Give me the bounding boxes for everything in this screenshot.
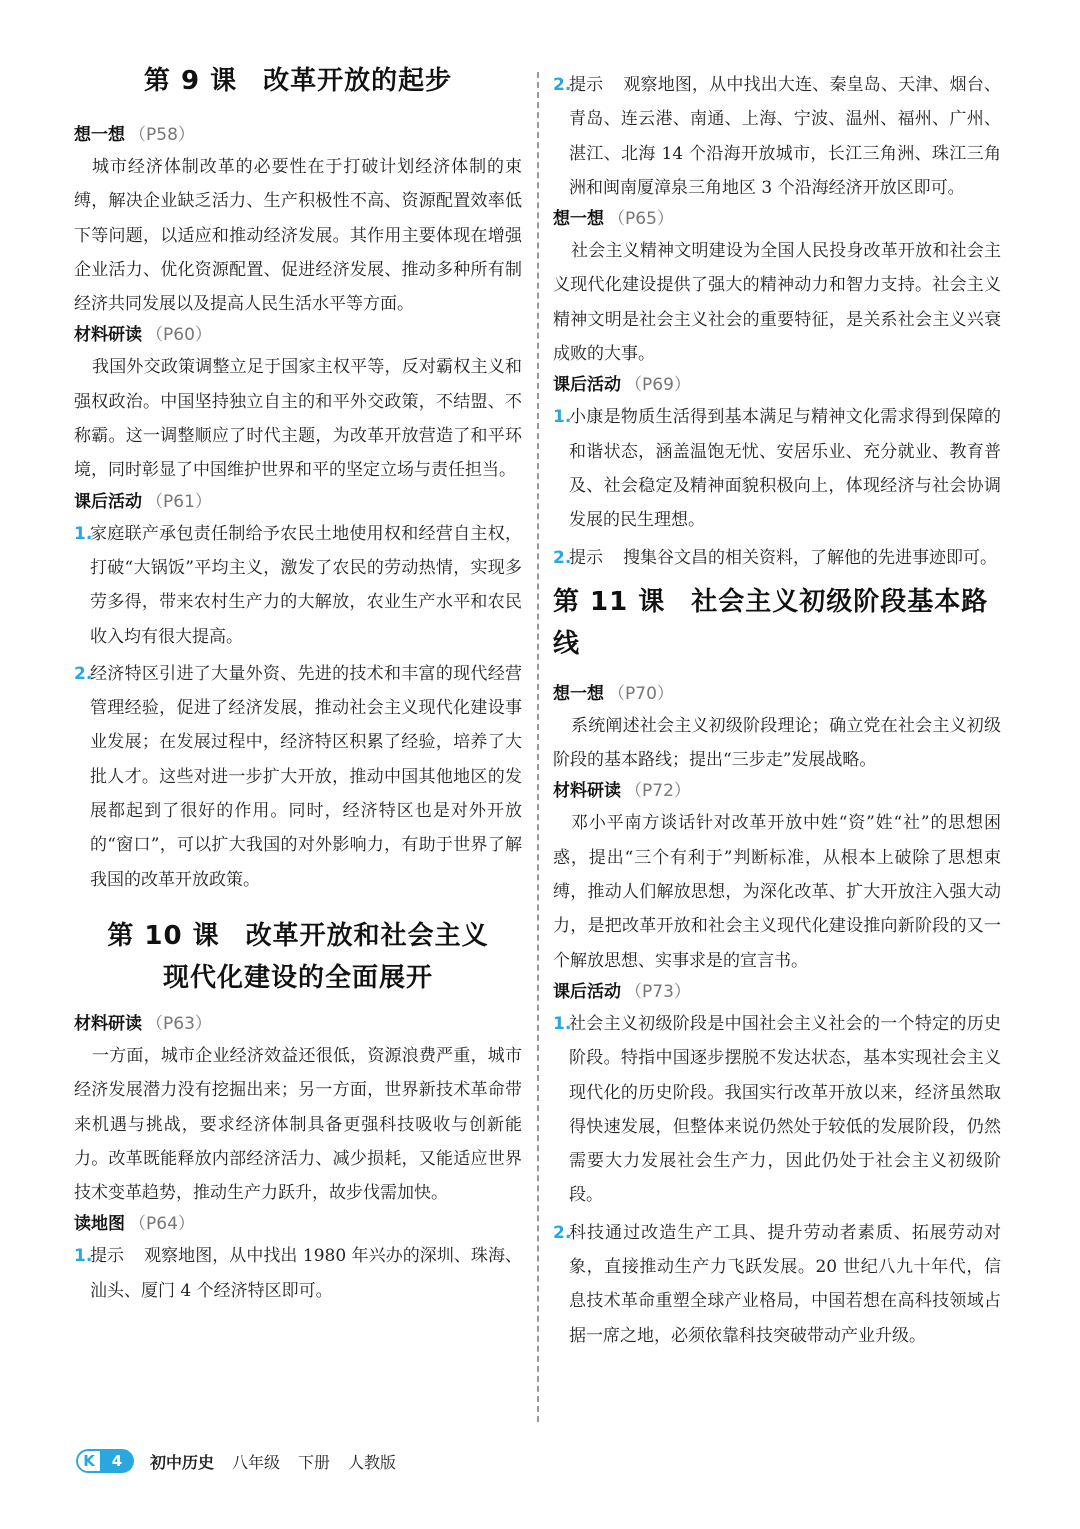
section-label: 材料研读 [74,325,142,346]
lesson-11-title [553,581,1001,665]
hint-label: 提示 [569,547,603,568]
section-label: 材料研读 [553,781,621,802]
item-text: 社会主义初级阶段是中国社会主义社会的一个特定的历史阶段。特指中国逐步摆脱不发达状态，基本实现社会主义现代化的历史阶段。我国实行改革开放以来，经济虽然取得快速发展，但整体来说仍然处于较低的发展阶段，仍然需要大力发展社会生产力，因此仍处于社会主义初级阶段。 [569,1013,1001,1206]
page-ref: （P61） [146,491,212,512]
lesson-number: 第 11 课 [553,586,666,617]
item-text [569,68,1001,205]
section-label: 想一想 [553,209,604,230]
section-heading [74,124,522,146]
item-text: 科技通过改造生产工具、提升劳动者素质、拓展劳动对象，直接推动生产力飞跃发展。20 世纪八九十年代，信息技术革命重塑全球产业格局，中国若想在高科技领域占据一席之地，必须依靠科技突破带动产业升级。 [569,1222,1001,1346]
hint-text: 观察地图，从中找出大连、秦皇岛、天津、烟台、青岛、连云港、南通、上海、宁波、温州、福州、广州、湛江、北海 14 个沿海开放城市，长江三角洲、珠江三角洲和闽南厦漳泉三角地区 3 个沿海经济开放区即可。 [569,75,1002,198]
answer-paragraph: 城市经济体制改革的必要性在于打破计划经济体制的束缚，解决企业缺乏活力、生产积极性不高、资源配置效率低下等问题，以适应和推动经济发展。其作用主要体现在增强企业活力、优化资源配置、促进经济发展、推动多种所有制经济共同发展以及提高人民生活水平等方面。 [74,157,522,315]
item-number: 2. [553,75,572,95]
section-heading [553,780,1001,802]
answer-paragraph: 系统阐述社会主义初级阶段理论；确立党在社会主义初级阶段的基本路线；提出“三步走”发展战略。 [553,715,1001,771]
section-heading [74,324,522,346]
series-letter: K [76,1449,100,1473]
item-text: 小康是物质生活得到基本满足与精神文化需求得到保障的和谐状态，涵盖温饱无忧、安居乐业、充分就业、教育普及、社会稳定及精神面貌积极向上，体现经济与社会协调发展的民生理想。 [569,407,1001,531]
hint-label: 提示 [569,75,604,95]
section-label: 课后活动 [74,491,142,512]
answer-item [74,1239,522,1308]
page-ref: （P73） [625,981,691,1002]
answer-item [74,517,522,654]
page-ref: （P69） [625,375,691,396]
page-ref: （P60） [146,325,212,346]
answer-item [553,1216,1001,1353]
section-label: 读地图 [74,1214,125,1235]
answer-item [553,1007,1001,1213]
section-heading [553,374,1001,396]
item-number: 1. [553,407,572,428]
hint-text: 搜集谷文昌的相关资料，了解他的先进事迹即可。 [623,547,997,568]
answer-item [553,400,1001,537]
answer-paragraph: 我国外交政策调整立足于国家主权平等，反对霸权主义和强权政治。中国坚持独立自主的和平外交政策，不结盟、不称霸。这一调整顺应了时代主题，为改革开放营造了和平环境，同时彰显了中国维护世界和平的坚定立场与责任担当。 [74,357,522,481]
answer-paragraph: 邓小平南方谈话针对改革开放中姓“资”姓“社”的思想困惑，提出“三个有利于”判断标准，从根本上破除了思想束缚，推动人们解放思想，为深化改革、扩大开放注入强大动力，是把改革开放和社会主义现代化建设推向新阶段的又一个解放思想、实事求是的宣言书。 [553,813,1001,971]
answer-paragraph: 一方面，城市企业经济效益还很低，资源浪费严重，城市经济发展潜力没有挖掘出来；另一方面，世界新技术革命带来机遇与挑战，要求经济体制具备更强科技吸收与创新能力。改革既能释放内部经济活力、减少损耗，又能适应世界技术变革趋势，推动生产力跃升，故步伐需加快。 [74,1045,522,1204]
lesson-10-title [74,915,522,999]
lesson-name-line1: 改革开放和社会主义 [245,920,489,951]
section-label: 想一想 [553,683,604,704]
section-label: 材料研读 [74,1013,142,1034]
lesson-number: 第 9 课 [143,66,238,96]
item-number: 2. [74,663,93,684]
lesson-name: 改革开放的起步 [263,66,453,96]
answer-item [74,657,522,897]
lesson-name: 社会主义初级阶段基本路线 [553,586,989,659]
item-text: 家庭联产承包责任制给予农民土地使用权和经营自主权，打破“大锅饭”平均主义，激发了农民的劳动热情，实现多劳多得，带来农村生产力的大解放，农业生产水平和农民收入均有很大提高。 [90,523,522,647]
lesson-name-line2: 现代化建设的全面展开 [162,962,433,993]
column-divider [537,72,539,1422]
hint-label: 提示 [90,1246,125,1267]
section-heading [74,1213,522,1235]
item-number: 2. [553,1222,572,1243]
item-number: 1. [74,523,93,544]
page-ref: （P64） [129,1214,195,1235]
page-number: 4 [100,1449,134,1473]
page-badge [76,1449,134,1473]
section-label: 课后活动 [553,981,621,1002]
item-number: 2. [553,547,572,568]
left-column [74,60,522,1311]
section-heading [553,208,1001,230]
answer-item [553,68,1001,205]
hint-text: 观察地图，从中找出 1980 年兴办的深圳、珠海、汕头、厦门 4 个经济特区即可。 [90,1246,523,1301]
page-ref: （P72） [625,781,691,802]
page-footer [76,1447,414,1475]
footer-subject: 初中历史 [150,1452,215,1472]
item-text: 经济特区引进了大量外资、先进的技术和丰富的现代经营管理经验，促进了经济发展，推动社会主义现代化建设事业发展；在发展过程中，经济特区积累了经验，培养了大批人才。这些对进一步扩大开放，推动中国其他地区的发展都起到了很好的作用。同时，经济特区也是对外开放的“窗口”，可以扩大我国的对外影响力，有助于世界了解我国的改革开放政策。 [90,663,522,890]
page-ref: （P58） [129,125,195,145]
section-heading [74,1013,522,1035]
answer-item [553,541,1001,575]
section-label: 想一想 [74,125,125,145]
page-ref: （P70） [608,683,674,704]
item-number: 1. [74,1246,93,1267]
item-text [90,1239,522,1308]
section-heading [553,981,1001,1003]
answer-paragraph: 社会主义精神文明建设为全国人民投身改革开放和社会主义现代化建设提供了强大的精神动力和智力支持。社会主义精神文明是社会主义社会的重要特征，是关系社会主义兴衰成败的大事。 [553,241,1001,365]
page-ref: （P63） [146,1013,212,1034]
lesson-9-title [74,60,522,102]
item-number: 1. [553,1013,572,1034]
section-label: 课后活动 [553,375,621,396]
page-ref: （P65） [608,209,674,230]
section-heading [553,683,1001,705]
item-text [569,541,1001,575]
section-heading [74,491,522,513]
footer-grade: 八年级 [232,1452,281,1472]
right-column [553,68,1001,1356]
footer-volume: 下册 [298,1452,331,1472]
footer-edition: 人教版 [348,1452,397,1472]
lesson-number: 第 10 课 [107,920,220,951]
